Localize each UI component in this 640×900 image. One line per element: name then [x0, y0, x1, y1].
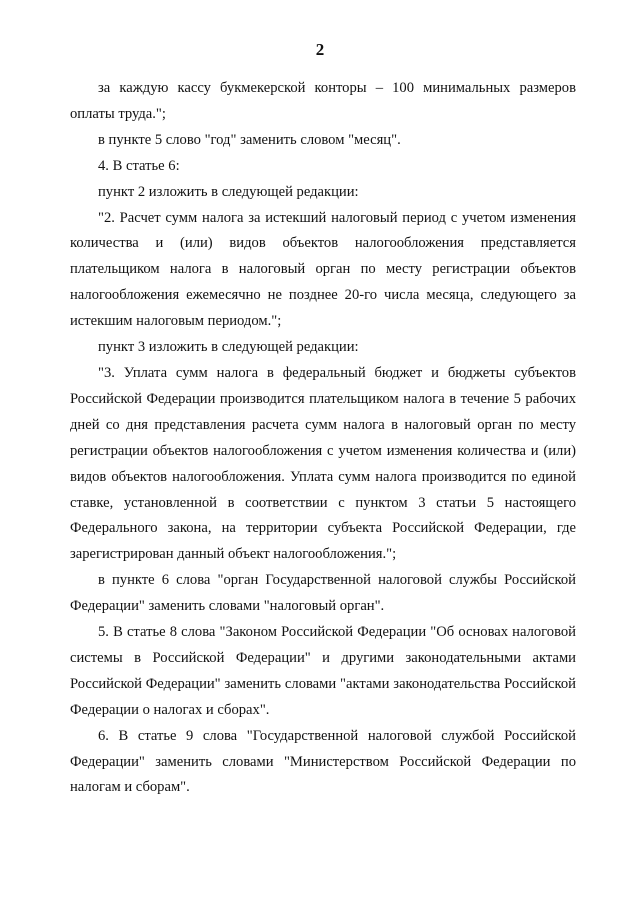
paragraph-item3-intro: пункт 3 изложить в следующей редакции: — [98, 339, 359, 356]
page-number: 2 — [315, 40, 325, 59]
paragraph-item2-intro: пункт 2 изложить в следующей редакции: — [98, 183, 359, 200]
paragraph-article8: 5. В статье 8 слова "Законом Российской Федерации "Об основах налоговой системы в Российской Федерации" и другими законодательными актами Российской Федерации" заменить словами "актами законодательства Российской Федерации о налогах и сборах". — [70, 624, 576, 718]
paragraph-article6-heading: 4. В статье 6: — [98, 157, 180, 174]
paragraph-item6-amendment: в пункте 6 слова "орган Государственной налоговой службы Российской Федерации" заменить словами "налоговый орган". — [70, 572, 576, 615]
document-body — [70, 76, 576, 801]
paragraph-article9: 6. В статье 9 слова "Государственной налоговой службой Российской Федерации" заменить словами "Министерством Российской Федерации по налогам и сборам". — [70, 727, 576, 796]
paragraph-item3-text: "3. Уплата сумм налога в федеральный бюджет и бюджеты субъектов Российской Федерации производится плательщиком налога в течение 5 рабочих дней со дня представления расчета сумм налога в налоговый орган по месту регистрации объектов налогообложения с учетом изменения количества и (или) видов объектов налогообложения. Уплата сумм налога производится по единой ставке, установленной в соответствии с пунктом 3 статьи 5 настоящего Федерального закона, на территории субъекта Российской Федерации, где зарегистрирован данный объект налогообложения."; — [70, 364, 576, 563]
paragraph-item5-amendment: в пункте 5 слово "год" заменить словом "месяц". — [98, 131, 401, 148]
paragraph-item2-text: "2. Расчет сумм налога за истекший налоговый период с учетом изменения количества и (или) видов объектов налогообложения представляется плательщиком налога в налоговый орган по месту регистрации объектов налогообложения ежемесячно не позднее 20-го числа месяца, следующего за истекшим налоговым периодом."; — [70, 209, 576, 330]
paragraph-continuation: за каждую кассу букмекерской конторы – 100 минимальных размеров оплаты труда."; — [70, 80, 576, 122]
